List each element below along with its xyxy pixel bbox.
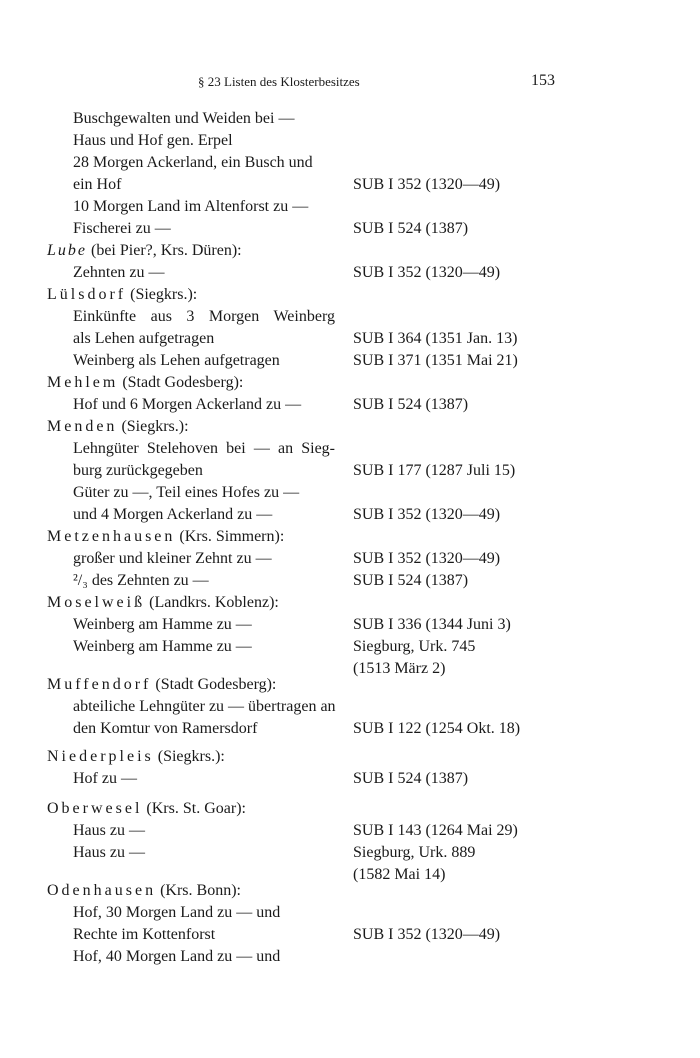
place-name: Menden (47, 418, 118, 435)
place-name: Muffendorf (47, 676, 152, 693)
entry-line (47, 108, 667, 130)
place-name: Lülsdorf (47, 286, 127, 303)
source-reference: SUB I 364 (1351 Jan. 13) (353, 330, 518, 347)
entry-line (47, 460, 667, 482)
entry-line (47, 504, 667, 526)
entry-line (47, 350, 667, 372)
place-name: Lube (47, 242, 87, 259)
item-text: Haus zu — (73, 822, 145, 839)
place-name: Odenhausen (47, 882, 157, 899)
entries-block-4 (47, 746, 667, 790)
source-reference: SUB I 524 (1387) (353, 572, 469, 589)
item-text: ein Hof (73, 176, 122, 193)
item-text: Fischerei zu — (73, 220, 171, 237)
place-location: (Krs. Bonn): (160, 882, 241, 899)
item-text: Haus und Hof gen. Erpel (73, 132, 233, 149)
entry-line (47, 570, 667, 592)
item-text: burg zurückgegeben (73, 462, 203, 479)
running-header-title: § 23 Listen des Klosterbesitzes (198, 74, 360, 89)
source-reference: SUB I 352 (1320—49) (353, 550, 501, 567)
item-text: Einkünfte aus 3 Morgen Weinberg (73, 308, 335, 325)
entries-block-5 (47, 798, 667, 886)
place-heading (47, 416, 667, 438)
entry-line (47, 438, 667, 460)
place-name: Niederpleis (47, 748, 154, 765)
item-text: Hof, 30 Morgen Land zu — und (73, 904, 281, 921)
place-location: (Landkrs. Koblenz): (149, 594, 279, 611)
entry-line (47, 842, 667, 864)
place-heading (47, 240, 667, 262)
item-text: Güter zu —, Teil eines Hofes zu — (73, 484, 300, 501)
item-text: Hof, 40 Morgen Land zu — und (73, 948, 281, 965)
source-reference: Siegburg, Urk. 889 (353, 844, 476, 861)
source-reference: SUB I 336 (1344 Juni 3) (353, 616, 511, 633)
entry-line (47, 130, 667, 152)
entry-line (47, 924, 667, 946)
source-reference: SUB I 352 (1320—49) (353, 264, 501, 281)
entry-line (47, 768, 667, 790)
entry-line (47, 328, 667, 350)
place-location: (Siegkrs.): (121, 418, 189, 435)
item-text: ²/₃ des Zehnten zu — (73, 572, 209, 589)
entry-line (47, 946, 667, 968)
entry-line (47, 614, 667, 636)
entry-line (47, 902, 667, 924)
place-location: (Siegkrs.): (130, 286, 198, 303)
source-reference: SUB I 352 (1320—49) (353, 506, 501, 523)
place-heading (47, 526, 667, 548)
item-text: Weinberg am Hamme zu — (73, 638, 252, 655)
entries-block-1 (47, 108, 667, 372)
item-text: Haus zu — (73, 844, 145, 861)
item-text: Weinberg als Lehen aufgetragen (73, 352, 280, 369)
entries-block-6 (47, 880, 667, 968)
place-location: (Krs. St. Goar): (146, 800, 246, 817)
source-reference: SUB I 524 (1387) (353, 770, 469, 787)
place-location: (Krs. Simmern): (179, 528, 285, 545)
source-reference: SUB I 371 (1351 Mai 21) (353, 352, 518, 369)
item-text: 10 Morgen Land im Altenforst zu — (73, 198, 309, 215)
entry-line (47, 196, 667, 218)
place-heading (47, 284, 667, 306)
item-text: Weinberg am Hamme zu — (73, 616, 252, 633)
entry-line (47, 152, 667, 174)
source-reference: SUB I 352 (1320—49) (353, 176, 501, 193)
item-text: 28 Morgen Ackerland, ein Busch und (73, 154, 313, 171)
source-reference: SUB I 143 (1264 Mai 29) (353, 822, 518, 839)
entry-line (47, 306, 667, 328)
place-heading (47, 798, 667, 820)
place-name: Moselweiß (47, 594, 146, 611)
entry-line (47, 218, 667, 240)
place-heading (47, 674, 667, 696)
place-heading (47, 880, 667, 902)
source-reference: SUB I 122 (1254 Okt. 18) (353, 720, 521, 737)
item-text: Zehnten zu — (73, 264, 165, 281)
page-number: 153 (531, 72, 555, 89)
entry-line (47, 820, 667, 842)
entry-line (47, 174, 667, 196)
source-reference: Siegburg, Urk. 745 (353, 638, 476, 655)
item-text: und 4 Morgen Ackerland zu — (73, 506, 273, 523)
item-text: Lehngüter Stelehoven bei — an Sieg- (73, 440, 335, 457)
item-text: Rechte im Kottenforst (73, 926, 216, 943)
entries-block-2 (47, 372, 667, 680)
place-heading (47, 746, 667, 768)
item-text: großer und kleiner Zehnt zu — (73, 550, 272, 567)
place-heading (47, 372, 667, 394)
place-name: Metzenhausen (47, 528, 176, 545)
item-text: als Lehen aufgetragen (73, 330, 215, 347)
place-location: (Siegkrs.): (157, 748, 225, 765)
source-reference: SUB I 352 (1320—49) (353, 926, 501, 943)
item-text: den Komtur von Ramersdorf (73, 720, 258, 737)
entry-line (47, 482, 667, 504)
source-reference: (1513 März 2) (353, 660, 446, 677)
entry-line (47, 718, 667, 740)
entry-line (47, 636, 667, 658)
place-name: Mehlem (47, 374, 119, 391)
entry-line (47, 696, 667, 718)
place-location: (bei Pier?, Krs. Düren): (91, 242, 242, 259)
source-reference: SUB I 177 (1287 Juli 15) (353, 462, 516, 479)
item-text: Buschgewalten und Weiden bei — (73, 110, 295, 127)
entry-line (47, 394, 667, 416)
place-name: Oberwesel (47, 800, 143, 817)
entries-block-3 (47, 674, 667, 740)
item-text: abteiliche Lehngüter zu — übertragen an (73, 698, 336, 715)
source-reference: SUB I 524 (1387) (353, 220, 469, 237)
item-text: Hof zu — (73, 770, 137, 787)
item-text: Hof und 6 Morgen Ackerland zu — (73, 396, 302, 413)
entry-line (47, 262, 667, 284)
source-reference: (1582 Mai 14) (353, 866, 446, 883)
source-reference: SUB I 524 (1387) (353, 396, 469, 413)
place-location: (Stadt Godesberg): (122, 374, 244, 391)
place-heading (47, 592, 667, 614)
place-location: (Stadt Godesberg): (155, 676, 277, 693)
entry-line (47, 548, 667, 570)
